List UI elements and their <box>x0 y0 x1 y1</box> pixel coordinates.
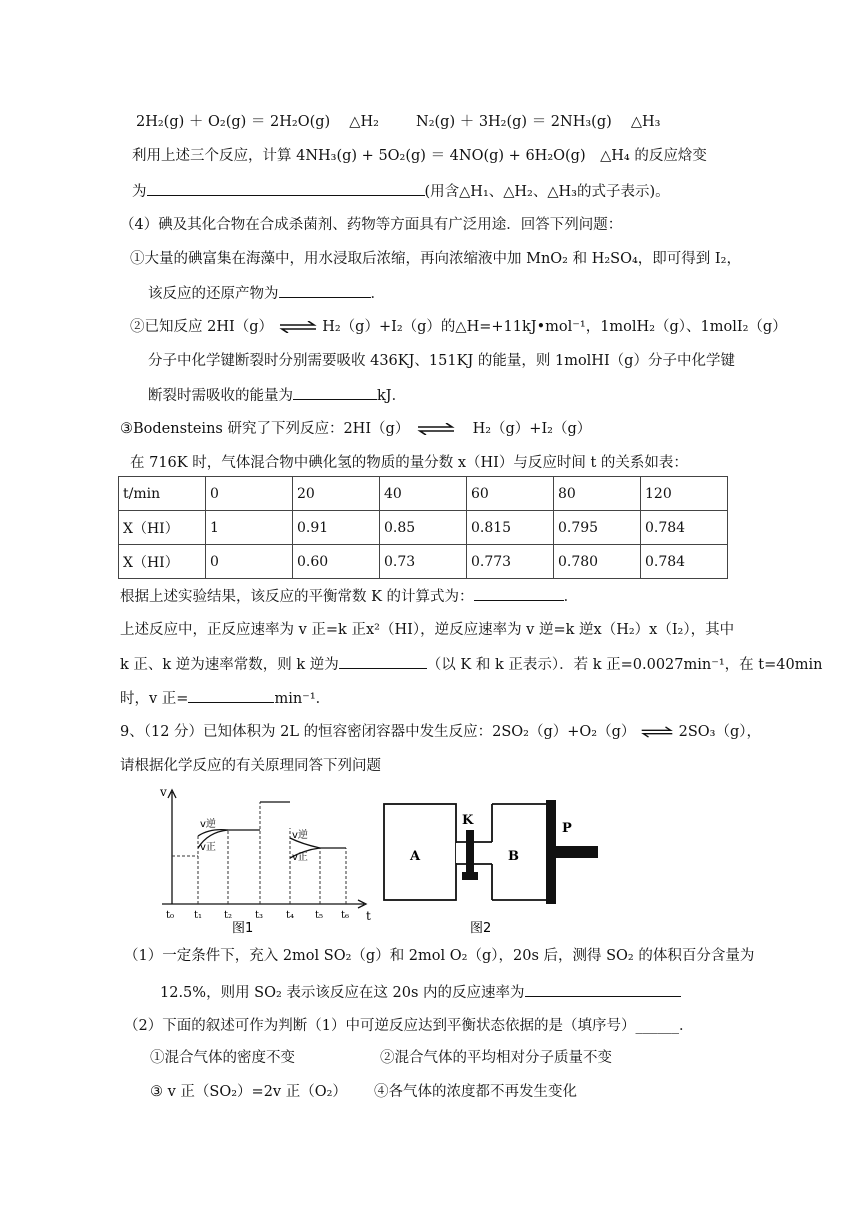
piston-p[interactable] <box>546 800 556 904</box>
text-pre: 该反应的还原产物为 <box>148 286 279 302</box>
text-post: H₂（g）+I₂（g）的△H=+11kJ•mol⁻¹，1molH₂（g）、1molI₂（g） <box>322 319 787 335</box>
label-k: K <box>462 813 474 828</box>
line-q9-1-rate <box>160 982 681 1003</box>
figure-2-caption: 图2 <box>470 921 492 936</box>
table-cell: 20 <box>293 477 380 511</box>
table-cell: 40 <box>380 477 467 511</box>
label-b: B <box>508 849 519 864</box>
figure-1-caption: 图1 <box>232 921 254 936</box>
line-calc: 利用上述三个反应，计算 4NH₃(g) + 5O₂(g) ＝ 4NO(g) + 6H₂O(g) △H₄ 的反应焓变 <box>132 148 707 164</box>
answer-blank[interactable] <box>339 654 427 669</box>
answer-blank[interactable] <box>474 586 564 601</box>
text-pre: 时，v 正= <box>120 691 189 707</box>
option-4[interactable]: ④各气体的浓度都不再发生变化 <box>374 1084 577 1100</box>
tick-label: t₃ <box>255 910 264 921</box>
table-cell: 0.784 <box>641 545 728 579</box>
v-fwd-label-2: v正 <box>292 852 308 863</box>
table-cell: 0.784 <box>641 511 728 545</box>
text-pre: ②已知反应 2HI（g） <box>130 319 273 335</box>
equilibrium-arrow-icon <box>640 726 674 738</box>
v-rev-label: v逆 <box>200 819 216 830</box>
piston-rod <box>556 846 598 858</box>
answer-blank[interactable] <box>525 982 681 997</box>
v-fwd-label: v正 <box>200 842 216 853</box>
text-post: ． <box>370 286 385 302</box>
table-cell: 0 <box>206 545 293 579</box>
line-reduction-product <box>148 283 385 304</box>
text-post: （以 K 和 k 正表示）．若 k 正=0.0027min⁻¹，在 t=40min <box>426 657 823 673</box>
answer-blank[interactable] <box>293 385 377 400</box>
equilibrium-arrow-icon <box>416 423 456 435</box>
equilibrium-arrow-icon <box>278 321 318 333</box>
figure-2-apparatus <box>380 794 598 940</box>
line-bodensteins <box>120 419 591 439</box>
table-cell: 0 <box>206 477 293 511</box>
text-post: min⁻¹． <box>274 691 331 707</box>
v-axis-label: v <box>160 786 167 799</box>
line-eq-h2: 2H₂(g) ＋ O₂(g) ＝ 2H₂O(g) △H₂ <box>136 114 379 130</box>
line-hi-reaction <box>130 317 787 337</box>
question-4-heading: （4）碘及其化合物在合成杀菌剂、药物等方面具有广泛用途．回答下列问题： <box>120 217 623 233</box>
option-3[interactable]: ③ v 正（SO₂）=2v 正（O₂） <box>150 1084 347 1100</box>
text-pre: 为 <box>132 184 147 200</box>
answer-blank[interactable] <box>279 283 371 298</box>
table-cell: t/min <box>119 477 206 511</box>
text-pre: 9、（12 分）已知体积为 2L 的恒容密闭容器中发生反应：2SO₂（g）+O₂（g） <box>120 724 636 740</box>
figure-1-rate-graph <box>150 786 380 936</box>
text-pre: k 正、k 逆为速率常数，则 k 逆为 <box>120 657 339 673</box>
table-cell: 120 <box>641 477 728 511</box>
text-pre: 根据上述实验结果，该反应的平衡常数 K 的计算式为： <box>120 589 474 605</box>
text-post: kJ． <box>377 388 407 404</box>
table-cell: 0.773 <box>467 545 554 579</box>
option-2[interactable]: ②混合气体的平均相对分子质量不变 <box>380 1050 612 1066</box>
container-b <box>492 804 554 900</box>
line-k-expression <box>120 586 578 607</box>
line-table-intro: 在 716K 时，气体混合物中碘化氢的物质的量分数 x（HI）与反应时间 t 的关系如表： <box>130 455 688 471</box>
table-cell: 0.91 <box>293 511 380 545</box>
text-pre: 12.5%，则用 SO₂ 表示该反应在这 20s 内的反应速率为 <box>160 985 525 1001</box>
table-cell: X（HI） <box>119 511 206 545</box>
line-energy-answer <box>148 385 406 406</box>
table-cell: 80 <box>554 477 641 511</box>
tick-label: t₄ <box>286 910 295 921</box>
line-rate-expression: 上述反应中，正反应速率为 v 正=k 正x²（HI），逆反应速率为 v 逆=k 逆x（H₂）x（I₂），其中 <box>120 622 735 638</box>
answer-blank[interactable] <box>147 181 425 196</box>
table-cell: X（HI） <box>119 545 206 579</box>
tick-label: t₂ <box>224 910 233 921</box>
table-cell: 60 <box>467 477 554 511</box>
line-q9-2: （2）下面的叙述可作为判断（1）中可逆反应达到平衡状态依据的是（填序号）______． <box>124 1018 694 1034</box>
table-cell: 0.815 <box>467 511 554 545</box>
option-1[interactable]: ①混合气体的密度不变 <box>150 1050 295 1066</box>
table-cell: 0.60 <box>293 545 380 579</box>
line-eq-nh3: N₂(g) ＋ 3H₂(g) ＝ 2NH₃(g) △H₃ <box>416 114 661 130</box>
label-a: A <box>410 849 421 864</box>
question-9-heading <box>120 722 761 742</box>
text-pre: 断裂时需吸收的能量为 <box>148 388 293 404</box>
tick-label: t₅ <box>315 910 324 921</box>
table-cell: 1 <box>206 511 293 545</box>
line-rate-constant <box>120 654 822 675</box>
label-p: P <box>562 821 572 836</box>
answer-blank[interactable] <box>188 688 274 703</box>
table-row <box>119 477 728 511</box>
valve-k[interactable] <box>466 830 474 876</box>
line-bond-energy: 分子中化学键断裂时分别需要吸收 436KJ、151KJ 的能量，则 1molHI（g）分子中化学键 <box>148 353 735 369</box>
tick-label: t₁ <box>194 910 203 921</box>
table-cell: 0.73 <box>380 545 467 579</box>
line-v-forward <box>120 688 330 709</box>
line-iodine-1: ①大量的碘富集在海藻中，用水浸取后浓缩，再向浓缩液中加 MnO₂ 和 H₂SO₄，即可得到 I₂， <box>130 251 741 267</box>
valve-k-base <box>462 872 478 880</box>
text-post: ． <box>563 589 579 605</box>
text-post: H₂（g）+I₂（g） <box>472 421 592 437</box>
line-q9-1: （1）一定条件下，充入 2mol SO₂（g）和 2mol O₂（g），20s 后，测得 SO₂ 的体积百分含量为 <box>124 948 755 964</box>
hi-fraction-table <box>118 476 728 579</box>
line-answer-h4 <box>132 181 670 202</box>
text-post: 2SO₃（g）， <box>678 724 761 740</box>
table-cell: 0.85 <box>380 511 467 545</box>
line-q9-instruction: 请根据化学反应的有关原理同答下列问题 <box>120 758 381 774</box>
table-row <box>119 545 728 579</box>
tick-label: t₆ <box>341 910 350 921</box>
table-row <box>119 511 728 545</box>
text-pre: ③Bodensteins 研究了下列反应：2HI（g） <box>120 421 410 437</box>
text-post: (用含△H₁、△H₂、△H₃的式子表示)。 <box>424 184 670 200</box>
table-cell: 0.795 <box>554 511 641 545</box>
table-cell: 0.780 <box>554 545 641 579</box>
v-rev-label-2: v逆 <box>292 830 308 841</box>
t-axis-label: t <box>366 909 371 923</box>
tick-label: t₀ <box>166 910 175 921</box>
